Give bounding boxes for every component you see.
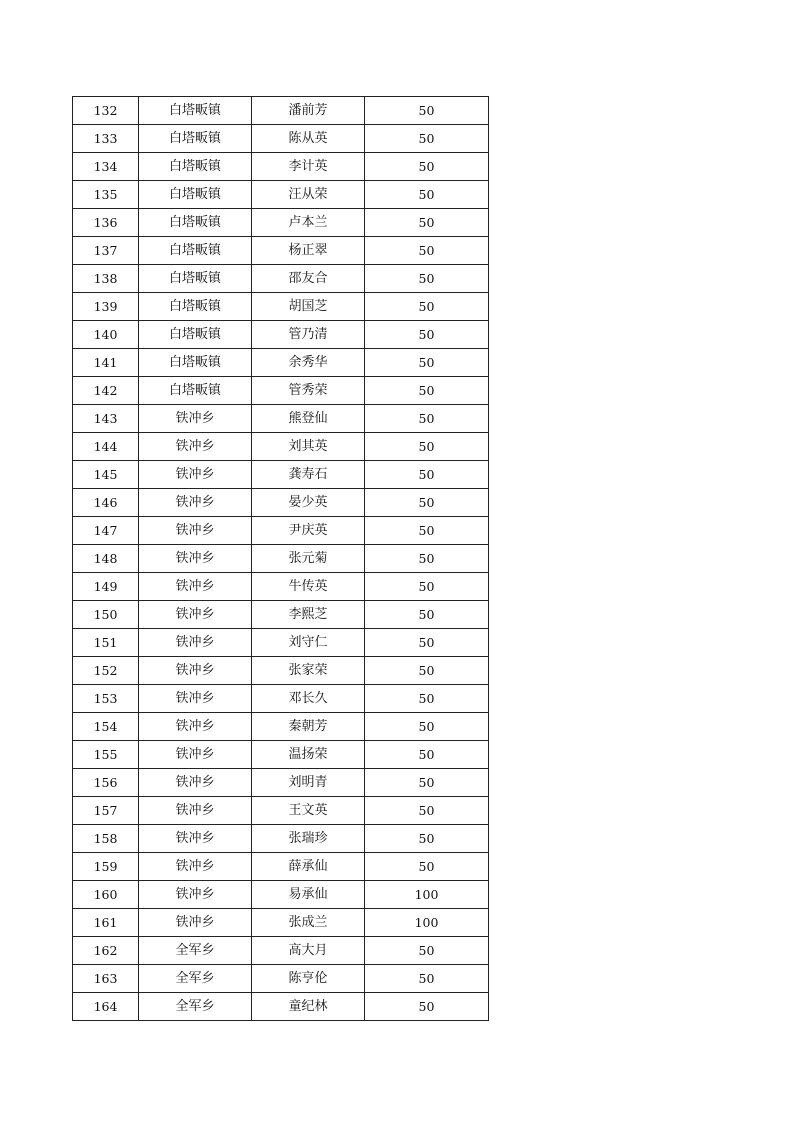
name-cell: 张元菊 <box>252 545 365 573</box>
table-row <box>73 545 489 573</box>
amount-cell: 50 <box>365 713 489 741</box>
town-cell: 白塔畈镇 <box>139 321 252 349</box>
name-cell: 余秀华 <box>252 349 365 377</box>
town-cell: 全军乡 <box>139 993 252 1021</box>
name-cell: 高大月 <box>252 937 365 965</box>
table-row <box>73 937 489 965</box>
name-cell: 尹庆英 <box>252 517 365 545</box>
row-number-cell: 148 <box>73 545 139 573</box>
town-cell: 铁冲乡 <box>139 601 252 629</box>
name-cell: 薛承仙 <box>252 853 365 881</box>
town-cell: 铁冲乡 <box>139 433 252 461</box>
table-row <box>73 713 489 741</box>
amount-cell: 50 <box>365 797 489 825</box>
town-cell: 铁冲乡 <box>139 545 252 573</box>
row-number-cell: 152 <box>73 657 139 685</box>
name-cell: 王文英 <box>252 797 365 825</box>
table-row <box>73 237 489 265</box>
name-cell: 张成兰 <box>252 909 365 937</box>
name-cell: 刘其英 <box>252 433 365 461</box>
amount-cell: 50 <box>365 377 489 405</box>
town-cell: 白塔畈镇 <box>139 293 252 321</box>
name-cell: 张瑞珍 <box>252 825 365 853</box>
town-cell: 铁冲乡 <box>139 517 252 545</box>
amount-cell: 50 <box>365 685 489 713</box>
amount-cell: 50 <box>365 237 489 265</box>
row-number-cell: 163 <box>73 965 139 993</box>
table-row <box>73 377 489 405</box>
table-row <box>73 97 489 125</box>
row-number-cell: 139 <box>73 293 139 321</box>
data-table <box>72 96 489 1021</box>
table-row <box>73 461 489 489</box>
amount-cell: 50 <box>365 181 489 209</box>
row-number-cell: 160 <box>73 881 139 909</box>
town-cell: 铁冲乡 <box>139 461 252 489</box>
name-cell: 刘守仁 <box>252 629 365 657</box>
row-number-cell: 132 <box>73 97 139 125</box>
town-cell: 铁冲乡 <box>139 405 252 433</box>
name-cell: 管秀荣 <box>252 377 365 405</box>
town-cell: 铁冲乡 <box>139 741 252 769</box>
amount-cell: 50 <box>365 293 489 321</box>
table-row <box>73 489 489 517</box>
table-row <box>73 881 489 909</box>
amount-cell: 50 <box>365 517 489 545</box>
row-number-cell: 164 <box>73 993 139 1021</box>
name-cell: 邵友合 <box>252 265 365 293</box>
town-cell: 全军乡 <box>139 937 252 965</box>
town-cell: 铁冲乡 <box>139 881 252 909</box>
table-row <box>73 797 489 825</box>
amount-cell: 50 <box>365 461 489 489</box>
row-number-cell: 141 <box>73 349 139 377</box>
town-cell: 铁冲乡 <box>139 713 252 741</box>
name-cell: 张家荣 <box>252 657 365 685</box>
town-cell: 铁冲乡 <box>139 825 252 853</box>
town-cell: 铁冲乡 <box>139 909 252 937</box>
row-number-cell: 147 <box>73 517 139 545</box>
table-row <box>73 629 489 657</box>
amount-cell: 50 <box>365 573 489 601</box>
row-number-cell: 159 <box>73 853 139 881</box>
row-number-cell: 140 <box>73 321 139 349</box>
table-row <box>73 321 489 349</box>
amount-cell: 50 <box>365 433 489 461</box>
name-cell: 刘明青 <box>252 769 365 797</box>
town-cell: 铁冲乡 <box>139 489 252 517</box>
town-cell: 铁冲乡 <box>139 769 252 797</box>
row-number-cell: 136 <box>73 209 139 237</box>
town-cell: 铁冲乡 <box>139 573 252 601</box>
amount-cell: 50 <box>365 629 489 657</box>
name-cell: 秦朝芳 <box>252 713 365 741</box>
amount-cell: 50 <box>365 265 489 293</box>
table-row <box>73 657 489 685</box>
town-cell: 铁冲乡 <box>139 657 252 685</box>
amount-cell: 50 <box>365 601 489 629</box>
row-number-cell: 137 <box>73 237 139 265</box>
name-cell: 李计英 <box>252 153 365 181</box>
name-cell: 龚寿石 <box>252 461 365 489</box>
amount-cell: 50 <box>365 153 489 181</box>
row-number-cell: 142 <box>73 377 139 405</box>
row-number-cell: 150 <box>73 601 139 629</box>
town-cell: 白塔畈镇 <box>139 125 252 153</box>
amount-cell: 50 <box>365 545 489 573</box>
table-row <box>73 209 489 237</box>
table-row <box>73 265 489 293</box>
amount-cell: 50 <box>365 825 489 853</box>
amount-cell: 50 <box>365 125 489 153</box>
town-cell: 白塔畈镇 <box>139 153 252 181</box>
name-cell: 牛传英 <box>252 573 365 601</box>
name-cell: 管乃清 <box>252 321 365 349</box>
row-number-cell: 135 <box>73 181 139 209</box>
amount-cell: 50 <box>365 349 489 377</box>
table-row <box>73 853 489 881</box>
row-number-cell: 144 <box>73 433 139 461</box>
town-cell: 白塔畈镇 <box>139 265 252 293</box>
amount-cell: 50 <box>365 657 489 685</box>
name-cell: 陈亨伦 <box>252 965 365 993</box>
table-row <box>73 601 489 629</box>
town-cell: 铁冲乡 <box>139 685 252 713</box>
row-number-cell: 158 <box>73 825 139 853</box>
row-number-cell: 138 <box>73 265 139 293</box>
table-body <box>73 97 489 1021</box>
table-row <box>73 685 489 713</box>
amount-cell: 50 <box>365 405 489 433</box>
amount-cell: 50 <box>365 993 489 1021</box>
row-number-cell: 161 <box>73 909 139 937</box>
name-cell: 易承仙 <box>252 881 365 909</box>
row-number-cell: 149 <box>73 573 139 601</box>
amount-cell: 100 <box>365 881 489 909</box>
town-cell: 铁冲乡 <box>139 853 252 881</box>
row-number-cell: 133 <box>73 125 139 153</box>
amount-cell: 50 <box>365 209 489 237</box>
amount-cell: 100 <box>365 909 489 937</box>
name-cell: 邓长久 <box>252 685 365 713</box>
amount-cell: 50 <box>365 97 489 125</box>
amount-cell: 50 <box>365 853 489 881</box>
name-cell: 杨正翠 <box>252 237 365 265</box>
town-cell: 白塔畈镇 <box>139 97 252 125</box>
amount-cell: 50 <box>365 769 489 797</box>
name-cell: 熊登仙 <box>252 405 365 433</box>
table-row <box>73 965 489 993</box>
amount-cell: 50 <box>365 321 489 349</box>
table-row <box>73 825 489 853</box>
table-row <box>73 153 489 181</box>
name-cell: 汪从荣 <box>252 181 365 209</box>
table-row <box>73 769 489 797</box>
name-cell: 潘前芳 <box>252 97 365 125</box>
amount-cell: 50 <box>365 965 489 993</box>
amount-cell: 50 <box>365 489 489 517</box>
table-row <box>73 517 489 545</box>
table-row <box>73 293 489 321</box>
town-cell: 铁冲乡 <box>139 629 252 657</box>
table-row <box>73 405 489 433</box>
name-cell: 童纪林 <box>252 993 365 1021</box>
table-row <box>73 909 489 937</box>
amount-cell: 50 <box>365 937 489 965</box>
row-number-cell: 151 <box>73 629 139 657</box>
name-cell: 李熙芝 <box>252 601 365 629</box>
amount-cell: 50 <box>365 741 489 769</box>
row-number-cell: 162 <box>73 937 139 965</box>
row-number-cell: 154 <box>73 713 139 741</box>
town-cell: 白塔畈镇 <box>139 237 252 265</box>
table-row <box>73 741 489 769</box>
row-number-cell: 134 <box>73 153 139 181</box>
row-number-cell: 156 <box>73 769 139 797</box>
table-row <box>73 125 489 153</box>
town-cell: 白塔畈镇 <box>139 349 252 377</box>
row-number-cell: 145 <box>73 461 139 489</box>
table-row <box>73 573 489 601</box>
town-cell: 白塔畈镇 <box>139 377 252 405</box>
name-cell: 胡国芝 <box>252 293 365 321</box>
table-row <box>73 181 489 209</box>
row-number-cell: 146 <box>73 489 139 517</box>
table-row <box>73 433 489 461</box>
row-number-cell: 153 <box>73 685 139 713</box>
row-number-cell: 155 <box>73 741 139 769</box>
row-number-cell: 157 <box>73 797 139 825</box>
table-row <box>73 349 489 377</box>
name-cell: 陈从英 <box>252 125 365 153</box>
name-cell: 温扬荣 <box>252 741 365 769</box>
name-cell: 晏少英 <box>252 489 365 517</box>
name-cell: 卢本兰 <box>252 209 365 237</box>
town-cell: 白塔畈镇 <box>139 209 252 237</box>
table-row <box>73 993 489 1021</box>
row-number-cell: 143 <box>73 405 139 433</box>
town-cell: 白塔畈镇 <box>139 181 252 209</box>
town-cell: 全军乡 <box>139 965 252 993</box>
town-cell: 铁冲乡 <box>139 797 252 825</box>
